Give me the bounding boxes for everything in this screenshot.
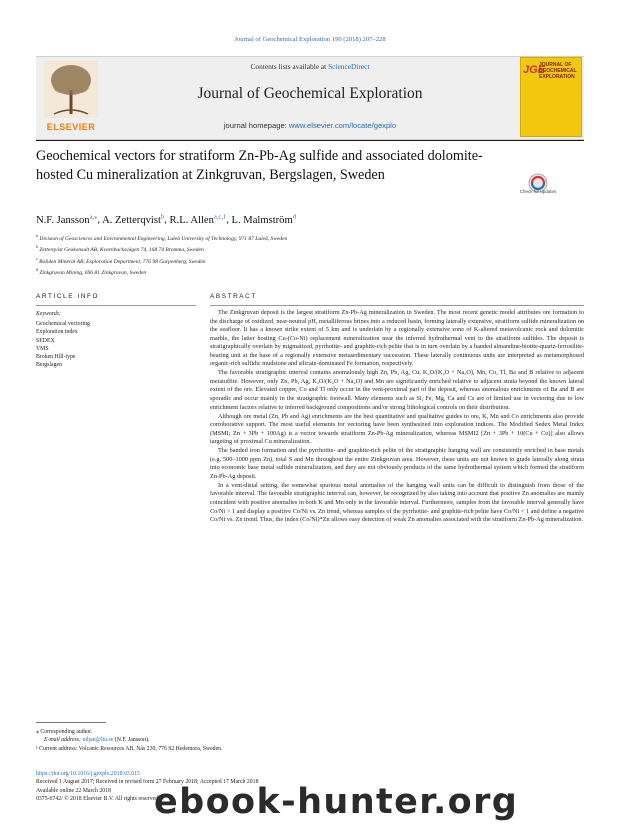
received-dates: Received 1 August 2017; Received in revised form 27 February 2018; Accepted 17 March 2018 (36, 779, 259, 786)
keyword: Geochemical vectoring (36, 321, 90, 327)
publisher-wordmark: ELSEVIER (46, 122, 96, 132)
affiliation: $^b$ Zetterqvist Geokonsult AB, Kvarnbacksvägen 74, 168 74 Bromma, Sweden (36, 244, 204, 254)
abstract-paragraph: In a vent-distal setting, the somewhat spurious metal anomalies of the hanging wall units can be difficult to distinguish from those of the favorable interval. The favorable stratigraphic interval can, however, be recognized by also taking into account that positive Zn anomalies are mainly coincident with positive anomalies in both K and Mn only in the favorable interval. Furthermore, samples from the favorable interval generally have Co/Ni > 1 and display a positive Co/Ni vs. Zn trend, whereas samples of the pyrrhotite- and graphite-rich pelite have Co/Ni < 1 and define a negative Co/Ni vs. Zn trend. Thus, the index (Co/Ni)*Zn allows easy detection of weak Zn anomalies associated with the stratiform Zn-Pb-Ag mineralization. (210, 481, 584, 524)
article-title: Geochemical vectors for stratiform Zn-Pb-Ag sulfide and associated dolomite-hosted Cu mineralization at Zinkgruvan, Bergslagen, Sweden (36, 148, 483, 183)
keyword: Broken Hill-type (36, 354, 76, 361)
keyword: Exploration index (36, 329, 78, 336)
homepage-prefix: journal homepage: (223, 121, 289, 130)
journal-cover-thumbnail (520, 57, 582, 137)
article-info-heading: ARTICLE INFO (36, 293, 100, 300)
keywords-label: Keywords: (36, 311, 61, 317)
rights-line: 0375-6742/ © 2018 Elsevier B.V. All rights reserved. (36, 795, 160, 802)
watermark: ebook-hunter.org (154, 782, 519, 822)
article-info-rule (36, 305, 196, 306)
current-address-note: ¹ Current address: Volcanic Resources AB, Nås 230, 776 92 Hedemora, Sweden. (36, 745, 223, 752)
abstract-paragraph: The banded iron formation and the pyrrhotite- and graphite-rich pelite of the stratigraphic hanging wall are consistently enriched in base metals (e.g. 500–1000 ppm Zn), total S and Mn throughout the entire Zinkgruvan area. However, these units are not known to grade laterally along strata into economic base metal sulfide mineralization, and they are not obviously products of the same hydrothermal system which formed the stratiform Zn-Pb-Ag deposit. (210, 447, 584, 480)
abstract-paragraph: Although ore metal (Zn, Pb and Ag) enrichments are the best quantitative and qualitative guides to ore, K, Mn and Co enrichments also provide corroborative support. The most useful elements for vectoring have been synthesized into exploration indices. The Modified Sedex Metal Index (MSMI; Zn + 3Pb + 100Ag) is a vector towards stratiform Zn-Pb-Ag mineralization, whereas MSMI2 [Zn + 3Pb + 10(Cu + Co)] also allows targeting of proximal Cu mineralization. (210, 412, 584, 446)
author-list: N.F. Jansson$^{a,⁎}$, A. Zetterqvist$^b$, R.L. Allen$^{a,c,1}$, L. Malmström$^d$ (36, 213, 296, 226)
footnote-rule (36, 722, 106, 723)
abstract-paragraph: The favorable stratigraphic interval contains anomalously high Zn, Pb, Ag, Cu, K₂O/(K₂O + Na₂O), Mn, Co, Tl, Ba and B relative to adjacent metatuffite. However, only Zn, Pb, Ag, K₂O/(K₂O + Na₂O) and Mn are significantly enriched relative to adjacent strata beyond the known lateral extent of the ore. Elevated copper, Co and Tl only occur in the vent-proximal part of the deposit, whereas anomalous enrichments of Ba and B are sporadic and occur mainly in the stratigraphic footwall. Many elements such as Si, Fe, Mg, Ca and Cs are of limited use in vectoring due to low enrichment factors relative to inferred background compositions and/or strong lithological controls on their distribution. (210, 369, 584, 411)
author[interactable]: A. Zetterqvist$^b$ (102, 213, 165, 226)
journal-citation-link[interactable]: Journal of Geochemical Exploration 190 (2018) 207–228 (234, 36, 386, 43)
author[interactable]: R.L. Allen$^{a,c,1}$ (169, 213, 227, 226)
footnotes (36, 728, 223, 753)
author[interactable]: L. Malmström$^d$ (231, 213, 296, 226)
doi-link[interactable]: https://doi.org/10.1016/j.gexplo.2018.03.015 (36, 771, 140, 777)
email-note: E-mail address: niljan@ltu.se (N.F. Jansson). (44, 737, 150, 744)
contents-prefix: Contents lists available at (250, 62, 329, 71)
cover-jge-mark: JGE (523, 64, 546, 76)
check-for-updates-label[interactable]: Check for updates (519, 189, 557, 194)
contents-available-line (110, 62, 510, 71)
abstract-paragraph: The Zinkgruvan deposit is the largest stratiform Zn-Pb-Ag mineralization in Sweden. The most recent genetic model attributes ore formation to the discharge of oxidized, near-neutral pH, metalliferous brines into a reduced basin, forming laterally extensive, stratiform sulfide mineralization on the seafloor. It has a known strike extent of 5 km and is underlain by a regionally extensive zone of K-altered metavolcanic rock and dolomitic marble, the latter hosting Cu-(Co-Ni) replacement mineralization near the inferred hydrothermal vent to the stratiform sulfides. The deposit is stratigraphically overlain by migmatized, pyrrhotite- and graphite-rich pelite that is in turn overlain by a banded almandine-biotite-quartz-ferrosilite-bearing unit at the base of a regionally extensive metasedimentary succession. These laterally continuous units are interpreted as metamorphosed organic-rich sulfidic mudstone and silicate-dominated Fe formation, respectively. (210, 309, 584, 368)
abstract-heading: ABSTRACT (210, 293, 257, 300)
abstract-rule (210, 305, 584, 306)
corresponding-author-note: ⁎ Corresponding author. (36, 729, 93, 735)
journal-name: Journal of Geochemical Exploration (197, 85, 423, 102)
abstract-body (210, 309, 584, 525)
journal-homepage-line (110, 121, 510, 130)
email-link[interactable]: niljan@ltu.se (82, 737, 114, 744)
keyword: VMS (36, 345, 49, 352)
header-divider (36, 140, 584, 141)
author[interactable]: N.F. Jansson$^{a,⁎}$ (36, 213, 98, 226)
homepage-link[interactable]: www.elsevier.com/locate/gexplo (288, 121, 397, 130)
affiliation: $^a$ Division of Geosciences and Environmental Engineering, Luleå University of Technology, 971 87 Luleå, Sweden (36, 233, 288, 242)
online-date: Available online 22 March 2018 (36, 787, 111, 794)
keyword-list (36, 320, 90, 370)
sciencedirect-link[interactable]: ScienceDirect (328, 62, 370, 71)
cover-title: JOURNAL OF GEOCHEMICAL EXPLORATION (539, 62, 577, 80)
keyword: SEDEX (36, 337, 55, 344)
keyword: Bergslagen (36, 362, 62, 369)
affiliation: $^c$ Boliden Mineral AB, Exploration Department, 776 98 Garpenberg, Sweden (36, 255, 206, 265)
affiliation-list (36, 232, 556, 278)
affiliation: $^d$ Zinkgruvan Mining, 696 81 Zinkgruvan, Sweden (36, 267, 147, 277)
